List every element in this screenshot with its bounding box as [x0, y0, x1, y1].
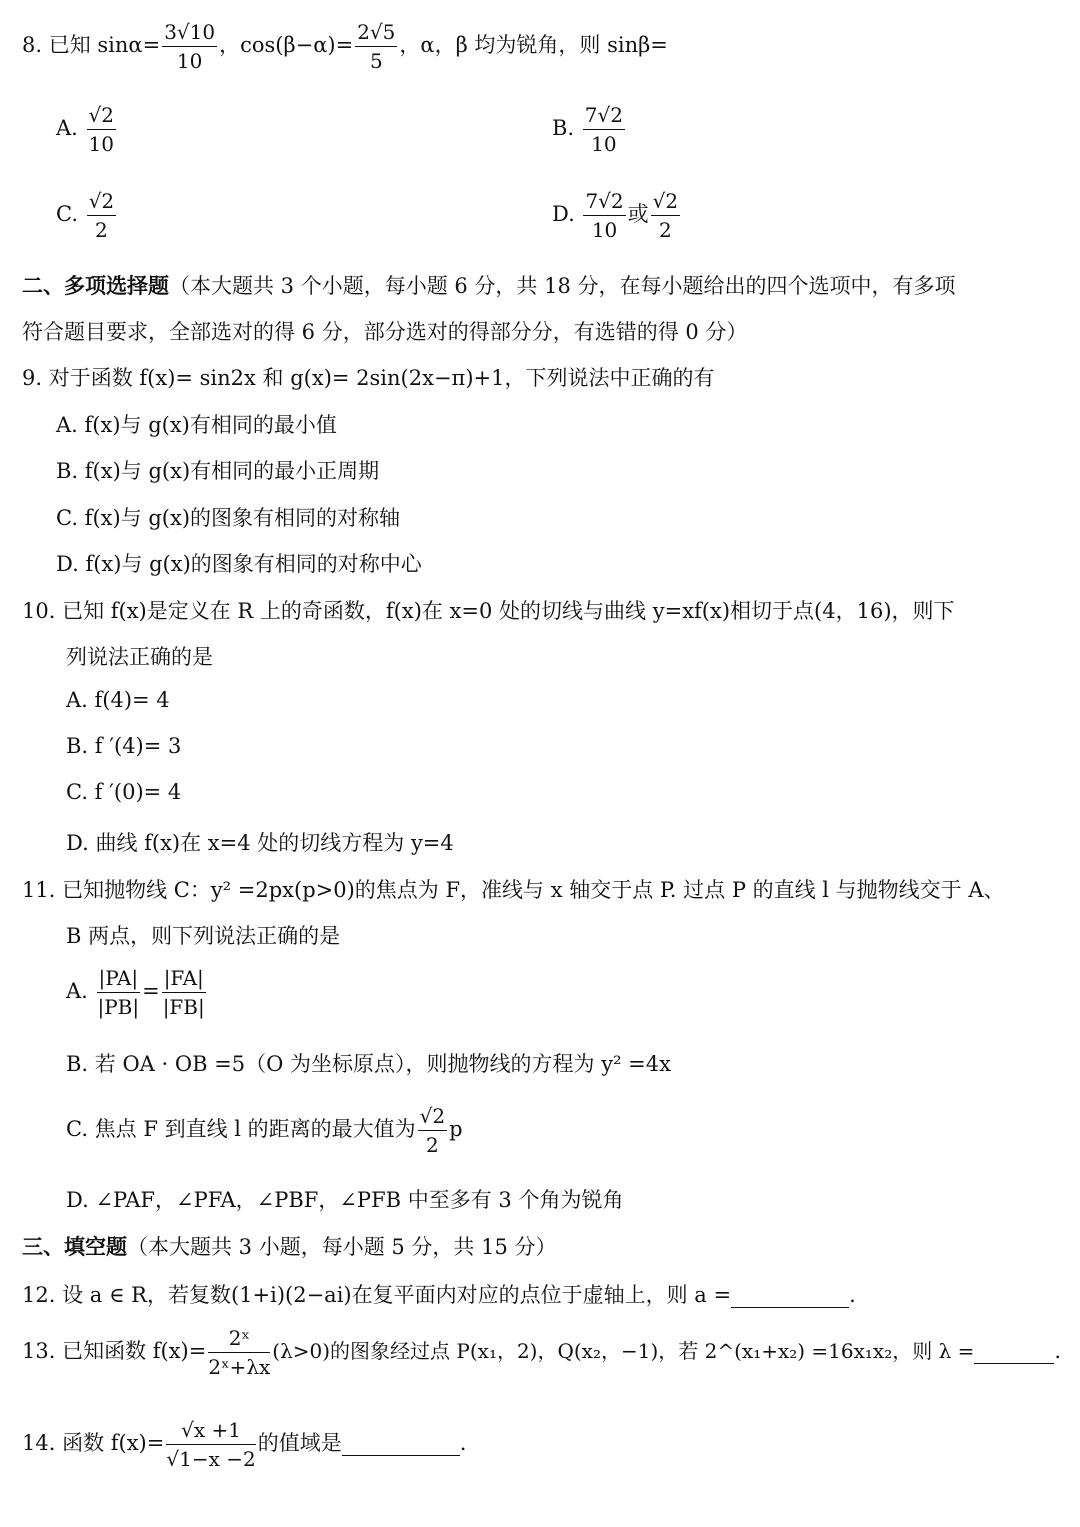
q10-option-c[interactable]: C. f ′(0)= 4 — [66, 780, 182, 804]
q13-stem — [22, 1326, 1061, 1379]
option-fraction — [97, 966, 141, 1019]
option-fraction — [87, 189, 116, 242]
q10-option-b[interactable]: B. f ′(4)= 3 — [66, 734, 182, 758]
q13-fraction — [208, 1326, 270, 1379]
q12-answer-blank[interactable] — [731, 1283, 849, 1308]
section3-title: 三、填空题 — [22, 1235, 127, 1259]
q10-option-d[interactable]: D. 曲线 f(x)在 x=4 处的切线方程为 y=4 — [66, 831, 454, 855]
fraction-numerator: 7√2 — [583, 103, 625, 130]
q14-suffix: 的值域是 — [257, 1431, 342, 1455]
option-fraction — [418, 1104, 447, 1157]
q14-stem — [22, 1418, 466, 1471]
section3-desc: （本大题共 3 小题，每小题 5 分，共 15 分） — [127, 1235, 557, 1259]
q13-answer-blank[interactable] — [974, 1339, 1054, 1364]
q9-option-b[interactable]: B. f(x)与 g(x)有相同的最小正周期 — [56, 459, 380, 483]
option-fraction — [583, 103, 625, 156]
q8-sin-fraction — [162, 20, 217, 73]
q8-sin-denominator: 10 — [176, 49, 203, 73]
option-letter: A. — [56, 116, 78, 140]
q9-stem: 9. 对于函数 f(x)= sin2x 和 g(x)= 2sin(2x−π)+1，下列说法中正确的有 — [22, 366, 715, 390]
fraction-denominator: 2ˣ+λx — [208, 1355, 271, 1379]
q11-stem-2: B 两点，则下列说法正确的是 — [66, 924, 341, 948]
option-fraction-2 — [162, 966, 206, 1019]
fraction-numerator: √2 — [87, 103, 116, 130]
fraction-numerator: |PA| — [97, 966, 141, 993]
option-join: 或 — [627, 202, 649, 226]
q12-end: . — [849, 1283, 856, 1307]
option-letter: C. — [56, 202, 78, 226]
section2-desc-2: 符合题目要求，全部选对的得 6 分，部分选对的得部分分，有选错的得 0 分） — [22, 320, 748, 344]
option-suffix: p — [449, 1117, 463, 1141]
q8-cos-denominator: 5 — [369, 49, 383, 73]
q8-cos-numerator: 2√5 — [355, 20, 397, 47]
fraction-numerator: |FA| — [162, 966, 206, 993]
fraction-denominator: |FB| — [162, 995, 205, 1019]
fraction-numerator: √x +1 — [166, 1418, 255, 1445]
q9-option-d[interactable]: D. f(x)与 g(x)的图象有相同的对称中心 — [56, 552, 422, 576]
q12-stem — [22, 1279, 856, 1309]
fraction-numerator: √2 — [651, 189, 680, 216]
q13-suffix: (λ>0)的图象经过点 P(x₁，2)，Q(x₂，−1)，若 2^(x₁+x₂) =16x₁x₂，则 λ = — [272, 1339, 975, 1363]
fraction-denominator: 10 — [88, 132, 114, 156]
equals-sign: = — [142, 979, 160, 1003]
section3-heading — [22, 1231, 557, 1261]
q8-stem-prefix: 8. 已知 sinα= — [22, 33, 161, 57]
option-fraction — [87, 103, 116, 156]
fraction-numerator: √2 — [87, 189, 116, 216]
section2-title: 二、多项选择题 — [22, 274, 169, 298]
option-fraction — [583, 189, 625, 242]
fraction-denominator: √1−x −2 — [166, 1447, 256, 1471]
q8-stem-suffix: ，α，β 均为锐角，则 sinβ= — [399, 33, 668, 57]
q9-option-a[interactable]: A. f(x)与 g(x)有相同的最小值 — [56, 413, 337, 437]
q8-option-c[interactable] — [56, 189, 118, 242]
q13-prefix: 13. 已知函数 f(x)= — [22, 1339, 207, 1363]
q8-sin-numerator: 3√10 — [162, 20, 217, 47]
q14-prefix: 14. 函数 f(x)= — [22, 1431, 165, 1455]
fraction-denominator: 2 — [95, 218, 108, 242]
fraction-denominator: 2 — [659, 218, 672, 242]
q8-option-b[interactable] — [552, 103, 627, 156]
q11-option-b[interactable]: B. 若 OA · OB =5（O 为坐标原点），则抛物线的方程为 y² =4x — [66, 1052, 671, 1076]
q8-stem — [22, 20, 668, 73]
fraction-numerator: √2 — [418, 1104, 447, 1131]
q11-option-d[interactable]: D. ∠PAF，∠PFA，∠PBF，∠PFB 中至多有 3 个角为锐角 — [66, 1188, 624, 1212]
option-letter: B. — [552, 116, 575, 140]
q10-stem-1: 10. 已知 f(x)是定义在 R 上的奇函数，f(x)在 x=0 处的切线与曲线 y=xf(x)相切于点(4，16)，则下 — [22, 599, 955, 623]
q9-option-c[interactable]: C. f(x)与 g(x)的图象有相同的对称轴 — [56, 506, 401, 530]
q14-end: . — [459, 1431, 467, 1455]
fraction-denominator: 10 — [591, 132, 617, 156]
q12-text: 12. 设 a ∈ R，若复数(1+i)(2−ai)在复平面内对应的点位于虚轴上，则 a = — [22, 1283, 732, 1307]
fraction-denominator: 10 — [591, 218, 618, 242]
q13-end: . — [1054, 1339, 1062, 1363]
q11-option-a[interactable] — [66, 966, 208, 1019]
section2-desc-1: （本大题共 3 个小题，每小题 6 分，共 18 分，在每小题给出的四个选项中，有多项 — [169, 274, 956, 298]
q14-fraction — [166, 1418, 255, 1471]
fraction-denominator: |PB| — [97, 995, 140, 1019]
q8-option-d[interactable] — [552, 189, 682, 242]
q11-option-c[interactable] — [66, 1104, 463, 1157]
q10-stem-2: 列说法正确的是 — [66, 645, 213, 669]
fraction-denominator: 2 — [426, 1133, 439, 1157]
q10-option-a[interactable]: A. f(4)= 4 — [66, 688, 170, 712]
option-fraction-2 — [651, 189, 680, 242]
option-text: C. 焦点 F 到直线 l 的距离的最大值为 — [66, 1117, 416, 1141]
q8-stem-mid: ，cos(β−α)= — [219, 33, 354, 57]
fraction-numerator: 7√2 — [583, 189, 625, 216]
q8-cos-fraction — [355, 20, 397, 73]
option-letter: A. — [66, 979, 88, 1003]
fraction-numerator: 2ˣ — [208, 1326, 270, 1353]
q8-option-a[interactable] — [56, 103, 118, 156]
section2-heading — [22, 270, 956, 300]
q11-stem-1: 11. 已知抛物线 C：y² =2px(p>0)的焦点为 F，准线与 x 轴交于点 P. 过点 P 的直线 l 与抛物线交于 A、 — [22, 878, 1005, 902]
option-letter: D. — [552, 202, 575, 226]
q14-answer-blank[interactable] — [342, 1431, 460, 1456]
